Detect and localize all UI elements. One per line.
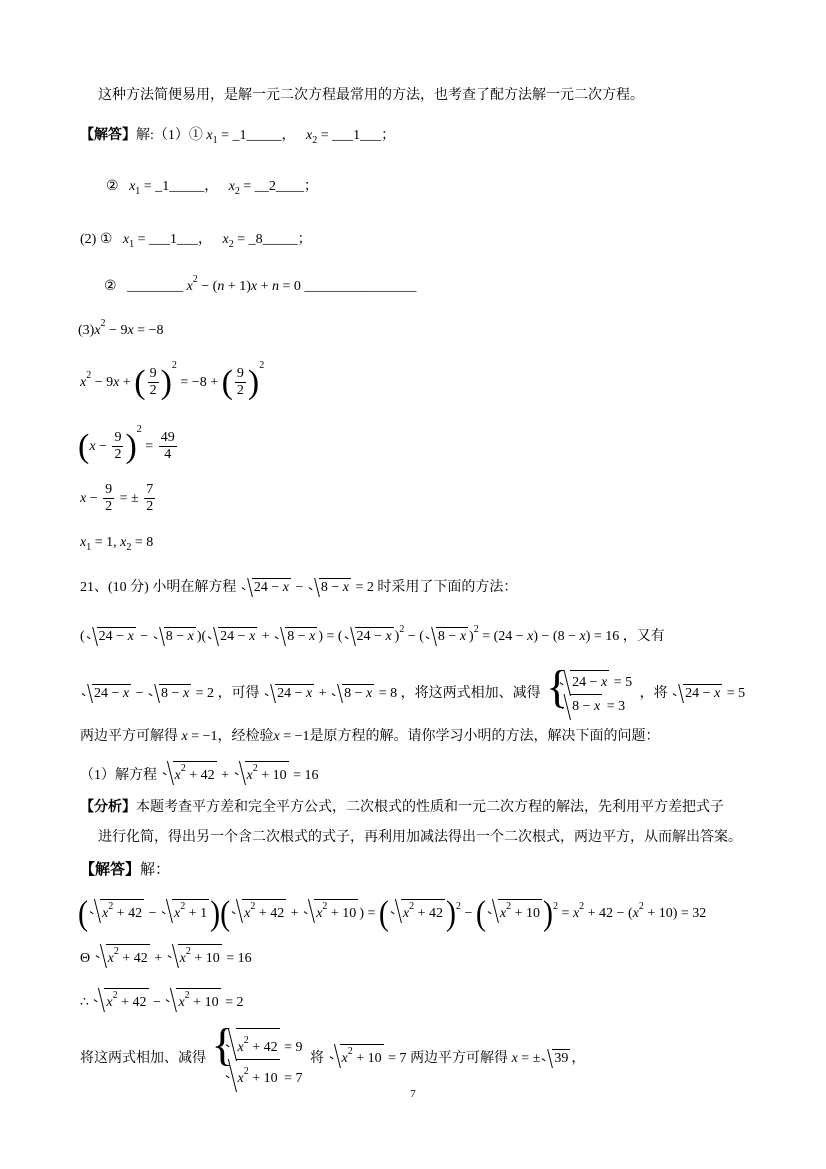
q1b-x1-value: 1 — [162, 179, 170, 194]
is-root: 是原方程的解。请你学习小明的方法，解决下面的问题： — [309, 729, 660, 744]
answer2-eq1: ( $x^2 + 42$ − $x^2 + 1$ )( $x^2 + 42$ + $x^2 + 10$ ) = ( $x^2 + 42$ )$^2$ − ( $x^2 + 10$ )$^2 = x^2 + 42 - (x^2 + 10) = 32$ — [78, 894, 707, 933]
q2-x2-value: 8 — [255, 232, 263, 247]
last-mid2: 两边平方可解得 — [410, 1051, 509, 1067]
jiang-add: ，将这两式相加、减得 — [400, 686, 541, 702]
answer-q2-a: (2) ① $x_1$ = ___1___， $x_2$ = _8_____； — [80, 232, 312, 250]
q3-eq5: $x_1 = 1$, $x_2 = 8$ — [80, 535, 154, 553]
sub1-label: （1）解方程 — [80, 768, 157, 783]
q1a-x2-value: 1 — [353, 128, 361, 143]
q2-x1-value: 1 — [170, 232, 177, 247]
q21-eq1: ( 24 − x − 8 − x )( 24 − x + 8 − x ) = ( 24 − x )$^2$ − ( 8 − x )$^2$ = (24 − x) − (8 − x) = 16 ，又有 — [80, 624, 665, 644]
both-sides: 两边平方可解得 — [80, 729, 178, 744]
page-number: 7 — [410, 1088, 416, 1100]
youyou: ，又有 — [622, 629, 665, 644]
answer-label: 【解答】 — [80, 128, 136, 143]
analysis-label: 【分析】 — [80, 800, 136, 815]
q3-eq1: $(3)x^2 - 9x = -8$ — [78, 318, 164, 338]
q3-eq2: $x^2 - 9x$ + ( $\frac{9}{2}$ )$^2$ = −8 + ( $\frac{9}{2}$ )$^2$ — [80, 360, 265, 401]
analysis-text1: 本题考查平方差和完全平方公式，二次根式的性质和一元二次方程的解法，先利用平方差把式子 — [136, 800, 724, 815]
analysis-line1 — [80, 800, 724, 815]
end-mark: ； — [381, 128, 396, 143]
q21-line3: 两边平方可解得 x = −1，经检验x = −1是原方程的解。请你学习小明的方法，解决下面的问题： — [80, 729, 660, 744]
answer2-eq2: Θ $x^2 + 42$ + $x^2 + 10 = 16$ — [80, 944, 252, 966]
answer2-line — [80, 862, 170, 879]
q3-eq4: x − $\frac{9}{2}$ = ± $\frac{7}{2}$ — [80, 482, 154, 515]
kede: ，可得 — [217, 686, 260, 702]
answer-intro: 解:（1）① — [136, 128, 203, 143]
q3-label: (3) — [78, 323, 95, 338]
answer2-final: 将这两式相加、减得 { $x^2 + 42 = 9$ $x^2 + 10 = 7$ 将 $x^2 + 10 = 7$ 两边平方可解得 x = ± 39 ， — [80, 1028, 585, 1090]
answer2-label: 【解答】 — [80, 862, 141, 878]
q21-eq2: 24 − x − 8 − x = 2 ，可得 24 − x + 8 − x = 8 ，将这两式相加、减得 { 24 − x = 5 8 − x = 3 ，将 24 − x = 5 — [80, 670, 745, 718]
q21-head: 21、(10 分) 小明在解方程 — [80, 580, 237, 595]
answer2-tail: 解： — [140, 862, 171, 878]
last-head: 将这两式相加、减得 — [80, 1051, 206, 1067]
therefore-symbol: ∴ — [80, 995, 89, 1010]
last-mid: 将 — [310, 1051, 325, 1067]
q21-sub1: （1）解方程 $x^2 + 42$ + $x^2 + 10 = 16$ — [80, 761, 319, 783]
q1a-x1-value: 1 — [239, 128, 247, 143]
q3-eq3: (x − $\frac{9}{2}$ )$^2$ = $\frac{49}{4}$ — [78, 424, 175, 465]
answer-q1-b: ② $x_1$ = _1_____， $x_2$ = __2____； — [106, 179, 318, 197]
q21-tail: 时采用了下面的方法： — [377, 580, 518, 595]
q2b-mark: ② — [104, 279, 117, 294]
q1b-mark: ② — [106, 179, 119, 194]
analysis-line2: 进行化简，得出另一个含二次根式的式子，再利用加减法得出一个二次根式，两边平方，从而解出答案。 — [98, 830, 742, 845]
q2-mark: (2) ① — [80, 232, 113, 247]
answer2-eq3: ∴ $x^2 + 42$ − $x^2 + 10 = 2$ — [80, 988, 243, 1010]
sep: ， — [281, 128, 296, 143]
check: ，经检验 — [217, 729, 274, 744]
intro-text: 这种方法简便易用，是解一元二次方程最常用的方法，也考查了配方法解一元二次方程。 — [98, 88, 644, 103]
answer-q2-b: ② ________ $x^2 - (n + 1)x + n = 0$ ________________ — [104, 274, 417, 294]
theta-symbol: Θ — [80, 951, 91, 966]
jiang: ，将 — [639, 686, 668, 702]
answer-q1-a: 【解答】解:（1）① $x_1$ = _1_____， $x_2$ = ___1___； — [80, 128, 396, 146]
q1b-x2-value: 2 — [268, 179, 276, 194]
q21-title: 21、(10 分) 小明在解方程 24 − x − 8 − x = 2 时采用了下面的方法： — [80, 578, 517, 595]
